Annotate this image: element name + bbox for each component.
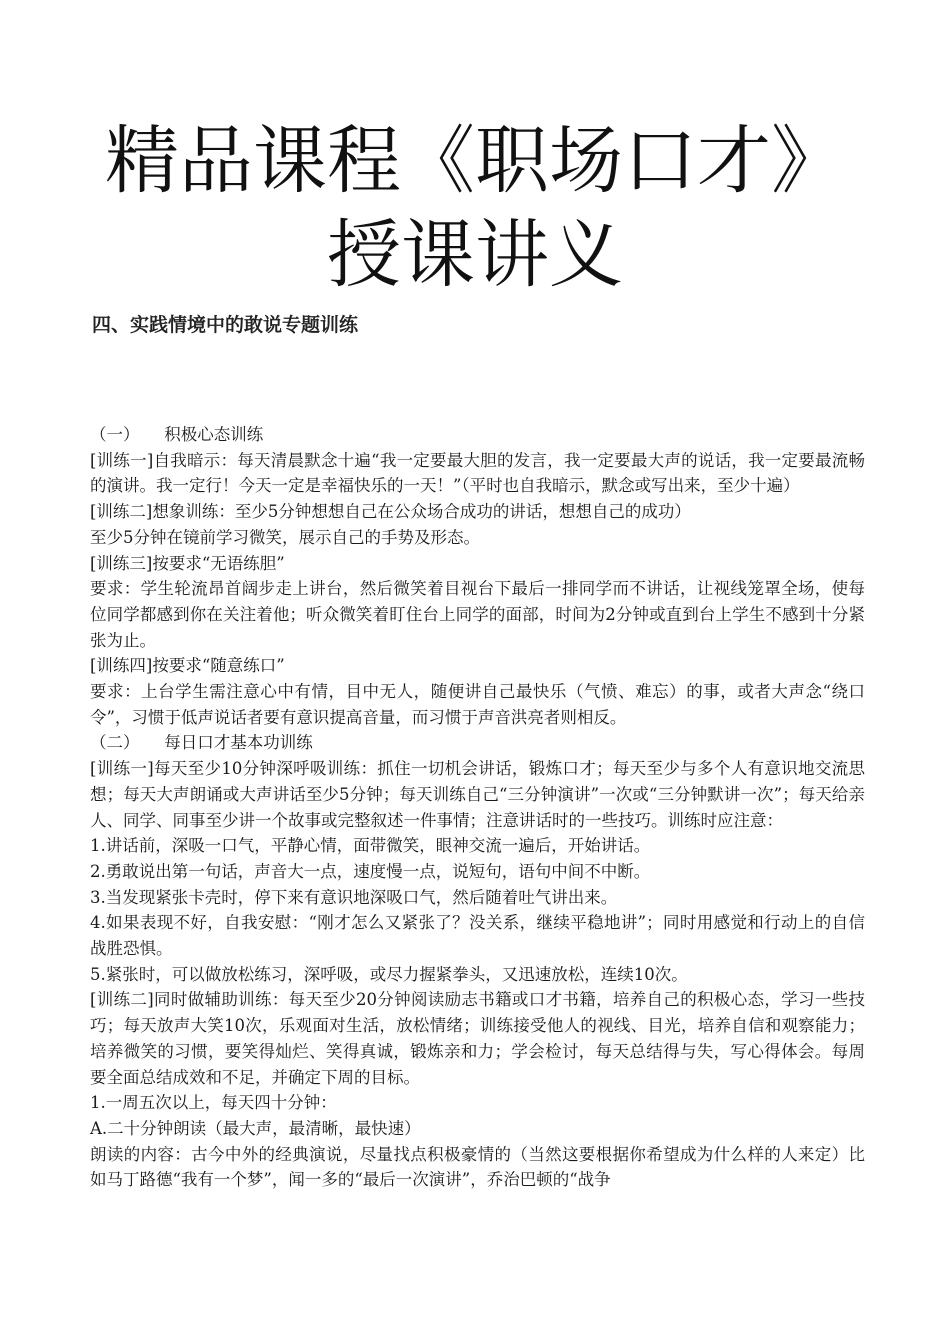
section-heading: 四、实践情境中的敢说专题训练 <box>92 314 359 336</box>
list-item: 2.勇敢说出第一句话，声音大一点，速度慢一点，说短句，语句中间不中断。 <box>90 861 651 881</box>
paragraph: 至少5分钟在镜前学习微笑，展示自己的手势及形态。 <box>90 527 480 547</box>
paragraph: [训练三]按要求“无语练胆” <box>90 553 285 573</box>
paragraph: 要求：上台学生需注意心中有情，目中无人，随便讲自己最快乐（气愤、难忘）的事，或者大声念“绕口令”，习惯于低声说话者要有意识提高音量，而习惯于声音洪亮者则相反。 <box>90 682 865 727</box>
list-item: 1.讲话前，深吸一口气，平静心情，面带微笑，眼神交流一遍后，开始讲话。 <box>90 836 651 856</box>
paragraph: 要求：学生轮流昂首阔步走上讲台，然后微笑着目视台下最后一排同学而不讲话，让视线笼罩全场，使每位同学都感到你在关注着他；听众微笑着盯住台上同学的面部，时间为2分钟或直到台上学生不感到十分紧张为止。 <box>90 579 865 650</box>
paragraph: [训练一]自我暗示：每天清晨默念十遍“我一定要最大胆的发言，我一定要最大声的说话，我一定要最流畅的演讲。我一定行！今天一定是幸福快乐的一天！”（平时也自我暗示，默念或写出来，至少十遍） <box>90 450 865 496</box>
paragraph: [训练二]想象训练：至少5分钟想想自己在公众场合成功的讲话，想想自己的成功） <box>90 502 691 522</box>
subsection-heading: （一） 积极心态训练 <box>90 425 264 444</box>
list-item: A.二十分钟朗读（最大声，最清晰，最快速） <box>90 1118 421 1138</box>
list-item: 5.紧张时，可以做放松练习，深呼吸，或尽力握紧拳头，又迅速放松，连续10次。 <box>90 964 688 984</box>
document-title-line-1: 精品课程《职场口才》 <box>105 118 845 204</box>
document-body <box>90 422 865 1193</box>
list-item: 4.如果表现不好，自我安慰：“刚才怎么又紧张了？没关系，继续平稳地讲”；同时用感觉和行动上的自信战胜恐惧。 <box>90 913 865 959</box>
paragraph: [训练四]按要求“随意练口” <box>90 656 285 676</box>
document-title-line-2: 授课讲义 <box>327 212 623 298</box>
list-item: 1.一周五次以上，每天四十分钟： <box>90 1093 337 1113</box>
paragraph: 朗读的内容：古今中外的经典演说，尽量找点积极豪情的（当然这要根据你希望成为什么样的人来定）比如马丁路德“我有一个梦”，闻一多的“最后一次演讲”，乔治巴顿的“战争 <box>90 1144 865 1190</box>
list-item: 3.当发现紧张卡壳时，停下来有意识地深吸口气，然后随着吐气讲出来。 <box>90 887 618 907</box>
paragraph: [训练二]同时做辅助训练：每天至少20分钟阅读励志书籍或口才书籍，培养自己的积极心态，学习一些技巧；每天放声大笑10次，乐观面对生活，放松情绪；训练接受他人的视线、目光，培养自信和观察能力；培养微笑的习惯，要笑得灿烂、笑得真诚，锻炼亲和力；学会检讨，每天总结得与失，写心得体会。每周要全面总结成效和不足，并确定下周的目标。 <box>90 990 865 1087</box>
subsection-heading: （二） 每日口才基本功训练 <box>90 733 313 753</box>
paragraph: [训练一]每天至少10分钟深呼吸训练：抓住一切机会讲话，锻炼口才；每天至少与多个人有意识地交流思想；每天大声朗诵或大声讲话至少5分钟；每天训练自己“三分钟演讲”一次或“三分钟默讲一次”；每天给亲人、同学、同事至少讲一个故事或完整叙述一件事情；注意讲话时的一些技巧。训练时应注意： <box>90 759 865 830</box>
